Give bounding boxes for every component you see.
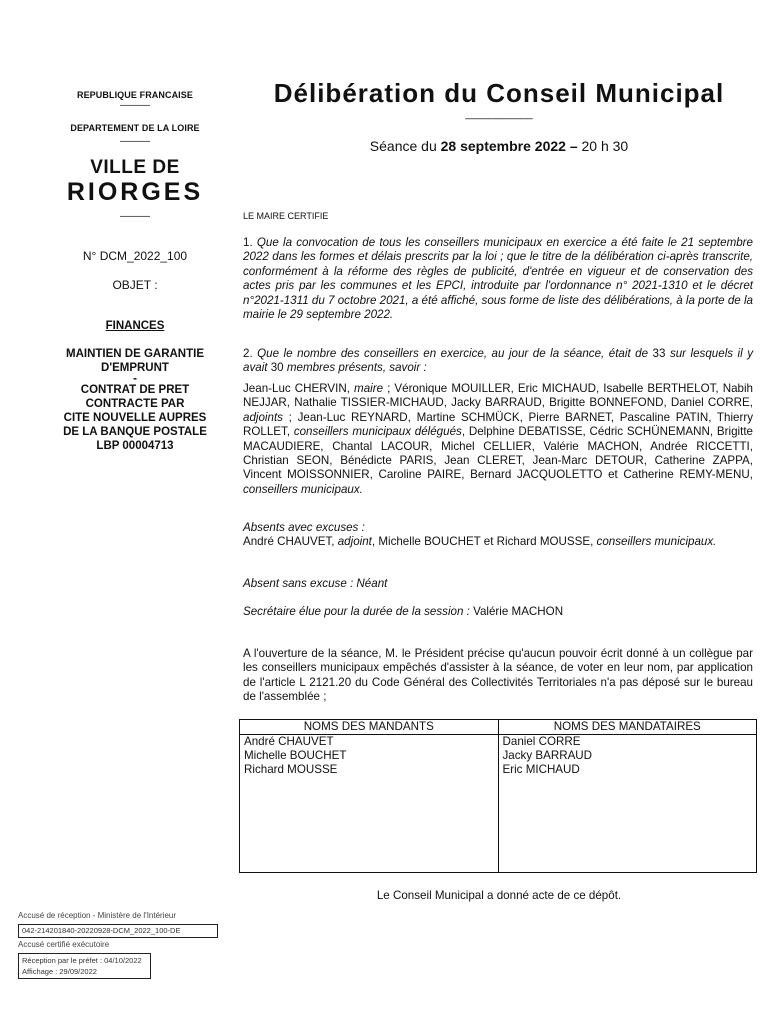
absent-sans-excuse: Absent sans excuse : Néant bbox=[243, 577, 388, 590]
finances-label: FINANCES bbox=[105, 320, 165, 332]
present-text: ; Jean-Luc REYNARD, Martine SCHMÜCK, Pierre BARNET, Pascaline PATIN, Thierry ROLLET, bbox=[243, 410, 753, 439]
conseillers-count: 33 bbox=[652, 347, 666, 360]
mandats-table bbox=[239, 719, 757, 873]
column-header-mandataires: NOMS DES MANDATAIRES bbox=[498, 720, 757, 735]
present-members bbox=[243, 382, 753, 497]
p2-number: 2. bbox=[243, 347, 258, 360]
role-maire: maire bbox=[354, 382, 384, 395]
divider: ——— bbox=[120, 211, 150, 222]
objet-line: D'EMPRUNT bbox=[101, 362, 169, 374]
divider: ——— bbox=[120, 136, 150, 147]
stamp-affichage: Affichage : 29/09/2022 bbox=[22, 967, 97, 976]
present-text: , Delphine DEBATISSE, Cédric SCHÜNEMANN, Brigitte MACAUDIERE, Chantal LACOUR, Michel CELLIER, Valérie MACHON, Andrée RICCETTI, Christian SEON, Bénédicte PARIS, Jean CLERET, Jean-Marc DETOUR, Catherine ZAPPA, Vincent MOISSONNIER, Caroline PAIRE, Bernard JACQUOLETTO et Catherine REMY-MENU, bbox=[243, 425, 753, 482]
absents-list bbox=[243, 535, 753, 549]
maire-certifie: LE MAIRE CERTIFIE bbox=[243, 211, 329, 221]
seance-date: 28 septembre 2022 – bbox=[440, 138, 578, 154]
objet-line: CONTRAT DE PRET bbox=[80, 384, 190, 396]
stamp-reference: 042-214201840-20220928-DCM_2022_100-DE bbox=[18, 924, 218, 938]
mandataire-name: Eric MICHAUD bbox=[502, 763, 580, 776]
secretaire-name: Valérie MACHON bbox=[473, 605, 564, 618]
seance-time: 20 h 30 bbox=[577, 138, 629, 154]
mandataires-cell bbox=[498, 735, 757, 873]
paragraph-1 bbox=[243, 236, 753, 322]
p2-text-c: membres présents, savoir : bbox=[283, 361, 427, 375]
mandants-cell bbox=[240, 735, 499, 873]
mandant-name: Michelle BOUCHET bbox=[244, 749, 347, 762]
absents-text: André CHAUVET, bbox=[243, 535, 338, 548]
closing-statement: Le Conseil Municipal a donné acte de ce dépôt. bbox=[376, 889, 622, 902]
role-delegues: conseillers municipaux délégués bbox=[293, 425, 462, 439]
secretaire-label: Secrétaire élue pour la durée de la session : bbox=[243, 605, 474, 618]
stamp-reception: Réception par le préfet : 04/10/2022 bbox=[22, 956, 142, 965]
department-label: DEPARTEMENT DE LA LOIRE bbox=[70, 123, 200, 133]
mandataire-name: Jacky BARRAUD bbox=[502, 749, 593, 762]
stamp-dates bbox=[18, 953, 151, 979]
mandant-name: Richard MOUSSE bbox=[244, 763, 338, 776]
present-text: Jean-Luc CHERVIN, bbox=[243, 382, 355, 395]
ouverture-paragraph: A l'ouverture de la séance, M. le Président précise qu'aucun pouvoir écrit donné à un collègue par les conseillers municipaux empêchés d'assister à la séance, de voter en leur nom, par application de l'article L 2121.20 du Code Général des Collectivités Territoriales n'a pas déposé sur le bureau de l'assemblée ; bbox=[243, 647, 753, 704]
objet-line: DE LA BANQUE POSTALE bbox=[63, 426, 207, 438]
objet-description bbox=[45, 347, 225, 453]
objet-line: CONTRACTE PAR bbox=[85, 398, 185, 410]
objet-line: LBP 00004713 bbox=[96, 440, 174, 452]
p2-text-b: sur lesquels il y avait bbox=[243, 347, 753, 375]
absents-text: , Michelle BOUCHET et Richard MOUSSE, bbox=[371, 535, 597, 548]
mandataire-name: Daniel CORRE bbox=[502, 735, 581, 748]
secretaire-line bbox=[243, 605, 753, 619]
p1-text: Que la convocation de tous les conseillers municipaux en exercice a été faite le 21 septembre 2022 dans les formes et délais prescrits par la loi ; que le titre de la délibération ci-après transcrite, conformément à la réforme des règles de publicité, d'entrée en vigueur et de conservation des actes pris par les communes et les EPCI, introduite par l'ordonnance n° 2021-1310 et le décret n°2021-1311 du 7 octobre 2021, a été affiché, sous forme de liste des délibérations, à la porte de la mairie le 29 septembre 2022. bbox=[243, 236, 753, 322]
stamp-executoire: Accusé certifié exécutoire bbox=[18, 940, 110, 949]
seance-line bbox=[240, 138, 758, 154]
ville-label: VILLE DE bbox=[90, 157, 180, 178]
role-conseillers: conseillers municipaux. bbox=[243, 482, 363, 496]
present-text: ; Véronique MOUILLER, Eric MICHAUD, Isabelle BERTHELOT, Nabih NEJJAR, Nathalie TISSIER-MICHAUD, Jacky BARRAUD, Brigitte BONNEFOND, Daniel CORRE, bbox=[243, 382, 754, 410]
divider: ——— bbox=[120, 100, 150, 111]
p1-number: 1. bbox=[243, 236, 257, 249]
column-header-mandants: NOMS DES MANDANTS bbox=[240, 720, 499, 735]
paragraph-2 bbox=[243, 347, 753, 376]
republic-label: REPUBLIQUE FRANCAISE bbox=[76, 90, 193, 100]
objet-line: CITE NOUVELLE AUPRES bbox=[63, 412, 207, 424]
role-conseillers: conseillers municipaux. bbox=[596, 535, 717, 548]
role-adjoints: adjoints bbox=[243, 410, 283, 424]
commune-name: RIORGES bbox=[66, 178, 204, 206]
deliberation-number: N° DCM_2022_100 bbox=[82, 249, 188, 263]
objet-label: OBJET : bbox=[112, 278, 158, 292]
role-adjoint: adjoint bbox=[337, 535, 372, 548]
objet-line: - bbox=[133, 373, 137, 385]
presents-count: 30 bbox=[270, 361, 284, 375]
objet-line: MAINTIEN DE GARANTIE bbox=[66, 348, 204, 360]
stamp-title: Accusé de réception - Ministère de l'Intérieur bbox=[18, 911, 177, 920]
seance-prefix: Séance du bbox=[369, 138, 441, 154]
page-title: Délibération du Conseil Municipal bbox=[273, 78, 725, 108]
mandant-name: André CHAUVET bbox=[244, 735, 334, 748]
p2-text-a: Que le nombre des conseillers en exercice, au jour de la séance, était de bbox=[257, 347, 653, 360]
title-rule: ___________ bbox=[465, 108, 533, 120]
absents-label: Absents avec excuses : bbox=[243, 521, 365, 534]
